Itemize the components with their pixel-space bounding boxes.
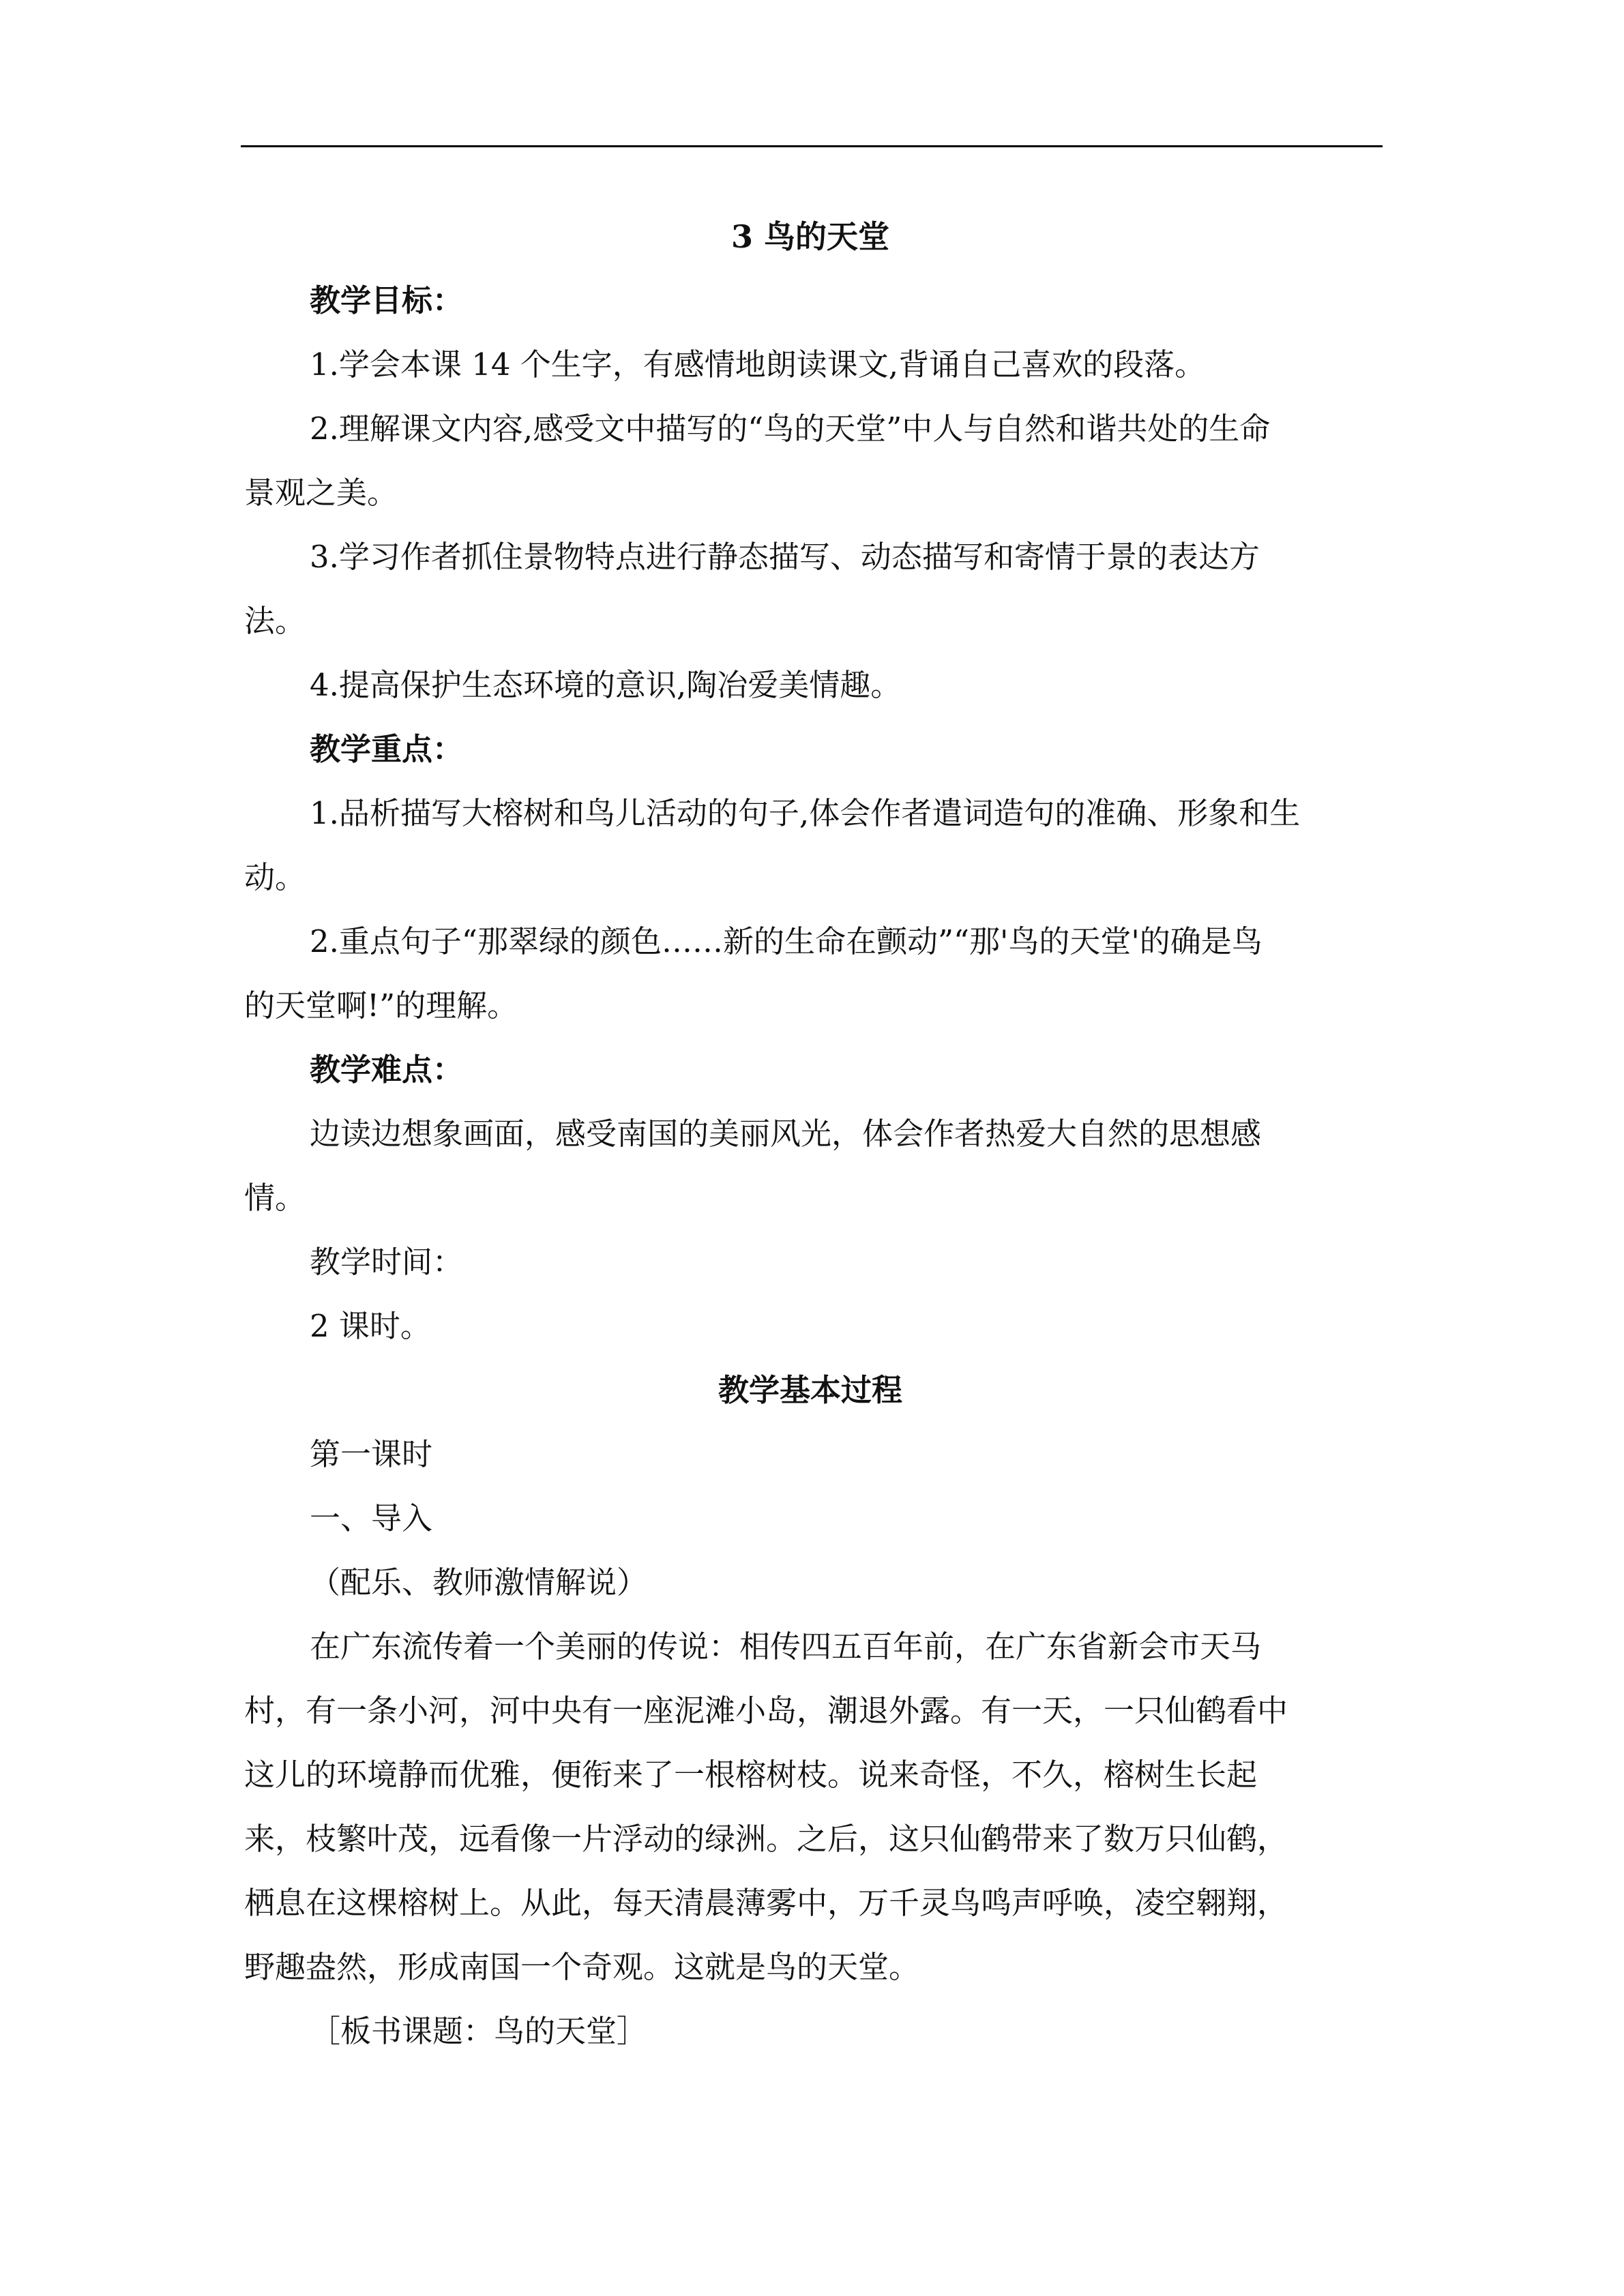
section-intro: 一、导入 bbox=[310, 1500, 433, 1536]
key-point-2-line-1: 2.重点句子“那翠绿的颜色……新的生命在颤动”“那'鸟的天堂'的确是鸟 bbox=[310, 923, 1263, 959]
difficulty-line-1: 边读边想象画面，感受南国的美丽风光，体会作者热爱大自然的思想感 bbox=[310, 1116, 1262, 1152]
time-label: 教学时间： bbox=[310, 1244, 464, 1280]
objective-1: 1.学会本课 14 个生字，有感情地朗读课文,背诵自己喜欢的段落。 bbox=[310, 346, 1206, 383]
objective-2-line-2: 景观之美。 bbox=[244, 475, 398, 511]
objective-4: 4.提高保护生态环境的意识,陶冶爱美情趣。 bbox=[310, 667, 902, 703]
difficulty-line-2: 情。 bbox=[244, 1180, 306, 1216]
story-line-4: 来，枝繁叶茂，远看像一片浮动的绿洲。之后，这只仙鹤带来了数万只仙鹤， bbox=[244, 1821, 1288, 1857]
key-point-1-line-2: 动。 bbox=[244, 859, 306, 895]
key-point-1-line-1: 1.品析描写大榕树和鸟儿活动的句子,体会作者遣词造句的准确、形象和生 bbox=[310, 795, 1301, 831]
story-line-2: 村，有一条小河，河中央有一座泥滩小岛，潮退外露。有一天，一只仙鹤看中 bbox=[244, 1693, 1288, 1729]
header-rule bbox=[241, 145, 1383, 147]
story-line-3: 这儿的环境静而优雅，便衔来了一根榕树枝。说来奇怪，不久，榕树生长起 bbox=[244, 1757, 1258, 1793]
board-title: ［板书课题：鸟的天堂］ bbox=[310, 2013, 648, 2049]
story-line-6: 野趣盎然，形成南国一个奇观。这就是鸟的天堂。 bbox=[244, 1949, 920, 1985]
objective-2-line-1: 2.理解课文内容,感受文中描写的“鸟的天堂”中人与自然和谐共处的生命 bbox=[310, 411, 1271, 447]
story-line-1: 在广东流传着一个美丽的传说：相传四五百年前，在广东省新会市天马 bbox=[310, 1628, 1262, 1665]
difficulties-heading: 教学难点： bbox=[310, 1052, 464, 1088]
story-line-5: 栖息在这棵榕树上。从此，每天清晨薄雾中，万千灵鸟鸣声呼唤，凌空翱翔， bbox=[244, 1885, 1288, 1921]
time-value: 2 课时。 bbox=[310, 1308, 431, 1344]
lesson-title: 3 鸟的天堂 bbox=[730, 218, 890, 255]
objective-3-line-2: 法。 bbox=[244, 603, 306, 639]
lesson-period: 第一课时 bbox=[310, 1436, 433, 1472]
key-points-heading: 教学重点： bbox=[310, 731, 464, 767]
objective-3-line-1: 3.学习作者抓住景物特点进行静态描写、动态描写和寄情于景的表达方 bbox=[310, 539, 1260, 575]
key-point-2-line-2: 的天堂啊!”的理解。 bbox=[244, 987, 518, 1024]
teaching-note: （配乐、教师激情解说） bbox=[310, 1564, 648, 1600]
process-heading: 教学基本过程 bbox=[718, 1372, 902, 1408]
objectives-heading: 教学目标： bbox=[310, 282, 464, 318]
document-body bbox=[244, 205, 1376, 2063]
